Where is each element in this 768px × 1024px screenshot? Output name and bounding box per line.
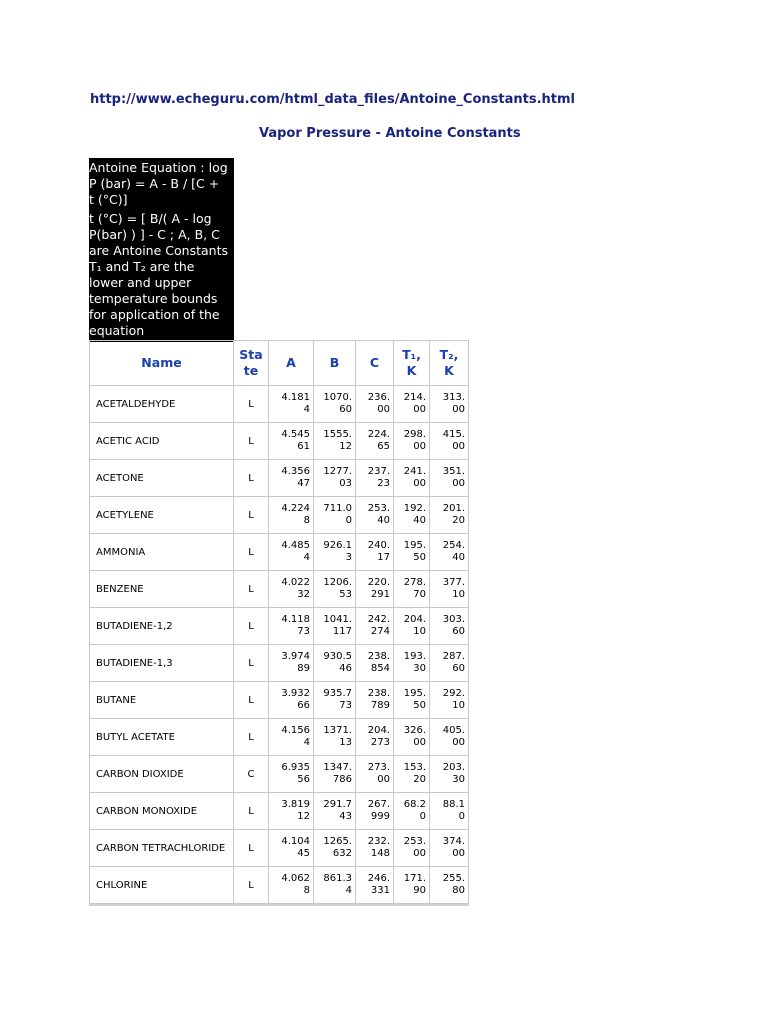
table-header-row (90, 341, 469, 386)
value-t1: 214. 00 (394, 386, 430, 423)
value-b: 1371. 13 (314, 719, 356, 756)
value-t1: 193. 30 (394, 645, 430, 682)
value-c: 242. 274 (356, 608, 394, 645)
compound-state: L (234, 534, 269, 571)
value-t2: 292. 10 (430, 682, 469, 719)
value-t2: 287. 60 (430, 645, 469, 682)
value-a: 3.974 89 (269, 645, 314, 682)
value-b: 291.7 43 (314, 793, 356, 830)
compound-state: L (234, 460, 269, 497)
value-c: 224. 65 (356, 423, 394, 460)
equation-line: t (°C) = [ B/( A - log (89, 211, 212, 226)
source-url-link[interactable]: http://www.echeguru.com/html_data_files/Antoine_Constants.html (90, 92, 575, 107)
value-t2: 374. 00 (430, 830, 469, 867)
value-a: 6.935 56 (269, 756, 314, 793)
compound-name: ACETIC ACID (90, 423, 234, 460)
equation-line: P (bar) = A - B / [C + (89, 176, 220, 191)
value-a: 4.062 8 (269, 867, 314, 904)
table-row (90, 645, 469, 682)
value-c: 220. 291 (356, 571, 394, 608)
compound-name: BUTADIENE-1,3 (90, 645, 234, 682)
value-t2: 201. 20 (430, 497, 469, 534)
compound-state: L (234, 386, 269, 423)
equation-line: are Antoine Constants (89, 243, 228, 258)
compound-state: L (234, 645, 269, 682)
compound-name: CARBON DIOXIDE (90, 756, 234, 793)
compound-state: L (234, 830, 269, 867)
equation-line: T₁ and T₂ are the (89, 259, 195, 274)
table-row (90, 460, 469, 497)
value-c: 273. 00 (356, 756, 394, 793)
equation-line: P(bar) ) ] - C ; A, B, C (89, 227, 220, 242)
value-b: 1555. 12 (314, 423, 356, 460)
value-c: 238. 854 (356, 645, 394, 682)
value-t1: 192. 40 (394, 497, 430, 534)
value-t2: 415. 00 (430, 423, 469, 460)
value-t1: 153. 20 (394, 756, 430, 793)
value-a: 4.022 32 (269, 571, 314, 608)
header-state: Sta te (234, 341, 269, 386)
table-row (90, 534, 469, 571)
value-t1: 195. 50 (394, 682, 430, 719)
value-b: 1070. 60 (314, 386, 356, 423)
value-t2: 405. 00 (430, 719, 469, 756)
compound-state: L (234, 423, 269, 460)
compound-name: CARBON TETRACHLORIDE (90, 830, 234, 867)
table-body (90, 386, 469, 904)
value-t1: 278. 70 (394, 571, 430, 608)
value-b: 861.3 4 (314, 867, 356, 904)
value-t2: 351. 00 (430, 460, 469, 497)
page-title: Vapor Pressure - Antoine Constants (259, 126, 521, 141)
compound-state: C (234, 756, 269, 793)
compound-state: L (234, 571, 269, 608)
header-name: Name (90, 341, 234, 386)
value-c: 232. 148 (356, 830, 394, 867)
table-row (90, 867, 469, 904)
compound-name: BUTYL ACETATE (90, 719, 234, 756)
equation-line: Antoine Equation : log (89, 160, 228, 175)
compound-state: L (234, 867, 269, 904)
value-a: 4.545 61 (269, 423, 314, 460)
compound-name: CARBON MONOXIDE (90, 793, 234, 830)
value-a: 4.156 4 (269, 719, 314, 756)
compound-name: ACETYLENE (90, 497, 234, 534)
equation-line: for application of the (89, 307, 220, 322)
equation-line: equation (89, 323, 145, 338)
compound-name: CHLORINE (90, 867, 234, 904)
value-t1: 195. 50 (394, 534, 430, 571)
compound-state: L (234, 682, 269, 719)
value-a: 4.485 4 (269, 534, 314, 571)
header-a: A (269, 341, 314, 386)
value-t1: 253. 00 (394, 830, 430, 867)
value-t2: 255. 80 (430, 867, 469, 904)
compound-name: BUTADIENE-1,2 (90, 608, 234, 645)
value-t2: 303. 60 (430, 608, 469, 645)
equation-box (89, 158, 234, 342)
value-b: 1265. 632 (314, 830, 356, 867)
compound-state: L (234, 497, 269, 534)
equation-line: lower and upper (89, 275, 192, 290)
table-row (90, 756, 469, 793)
compound-name: ACETONE (90, 460, 234, 497)
value-c: 267. 999 (356, 793, 394, 830)
value-t1: 298. 00 (394, 423, 430, 460)
header-t2: T₂, K (430, 341, 469, 386)
compound-name: BENZENE (90, 571, 234, 608)
value-t2: 377. 10 (430, 571, 469, 608)
value-t1: 171. 90 (394, 867, 430, 904)
value-c: 236. 00 (356, 386, 394, 423)
table-bottom-shadow (89, 904, 469, 906)
header-t1: T₁, K (394, 341, 430, 386)
value-t2: 254. 40 (430, 534, 469, 571)
compound-name: AMMONIA (90, 534, 234, 571)
value-t2: 313. 00 (430, 386, 469, 423)
table-row (90, 423, 469, 460)
value-b: 935.7 73 (314, 682, 356, 719)
value-t1: 204. 10 (394, 608, 430, 645)
antoine-constants-table (89, 340, 469, 904)
equation-line: t (°C)] (89, 192, 128, 207)
table-row (90, 571, 469, 608)
value-c: 240. 17 (356, 534, 394, 571)
table-row (90, 608, 469, 645)
value-t2: 203. 30 (430, 756, 469, 793)
value-b: 711.0 0 (314, 497, 356, 534)
value-t2: 88.1 0 (430, 793, 469, 830)
value-b: 930.5 46 (314, 645, 356, 682)
table-row (90, 682, 469, 719)
compound-name: BUTANE (90, 682, 234, 719)
value-b: 1277. 03 (314, 460, 356, 497)
equation-line: temperature bounds (89, 291, 218, 306)
value-t1: 326. 00 (394, 719, 430, 756)
table-row (90, 497, 469, 534)
value-a: 4.224 8 (269, 497, 314, 534)
value-c: 246. 331 (356, 867, 394, 904)
table-row (90, 719, 469, 756)
value-b: 1041. 117 (314, 608, 356, 645)
table-row (90, 386, 469, 423)
compound-name: ACETALDEHYDE (90, 386, 234, 423)
value-a: 4.118 73 (269, 608, 314, 645)
value-c: 204. 273 (356, 719, 394, 756)
compound-state: L (234, 608, 269, 645)
value-b: 926.1 3 (314, 534, 356, 571)
header-b: B (314, 341, 356, 386)
value-c: 253. 40 (356, 497, 394, 534)
table-row (90, 793, 469, 830)
value-a: 3.932 66 (269, 682, 314, 719)
value-a: 4.356 47 (269, 460, 314, 497)
value-b: 1206. 53 (314, 571, 356, 608)
header-c: C (356, 341, 394, 386)
value-t1: 68.2 0 (394, 793, 430, 830)
compound-state: L (234, 719, 269, 756)
table-row (90, 830, 469, 867)
value-t1: 241. 00 (394, 460, 430, 497)
value-a: 4.181 4 (269, 386, 314, 423)
value-a: 3.819 12 (269, 793, 314, 830)
value-a: 4.104 45 (269, 830, 314, 867)
value-b: 1347. 786 (314, 756, 356, 793)
compound-state: L (234, 793, 269, 830)
value-c: 237. 23 (356, 460, 394, 497)
value-c: 238. 789 (356, 682, 394, 719)
